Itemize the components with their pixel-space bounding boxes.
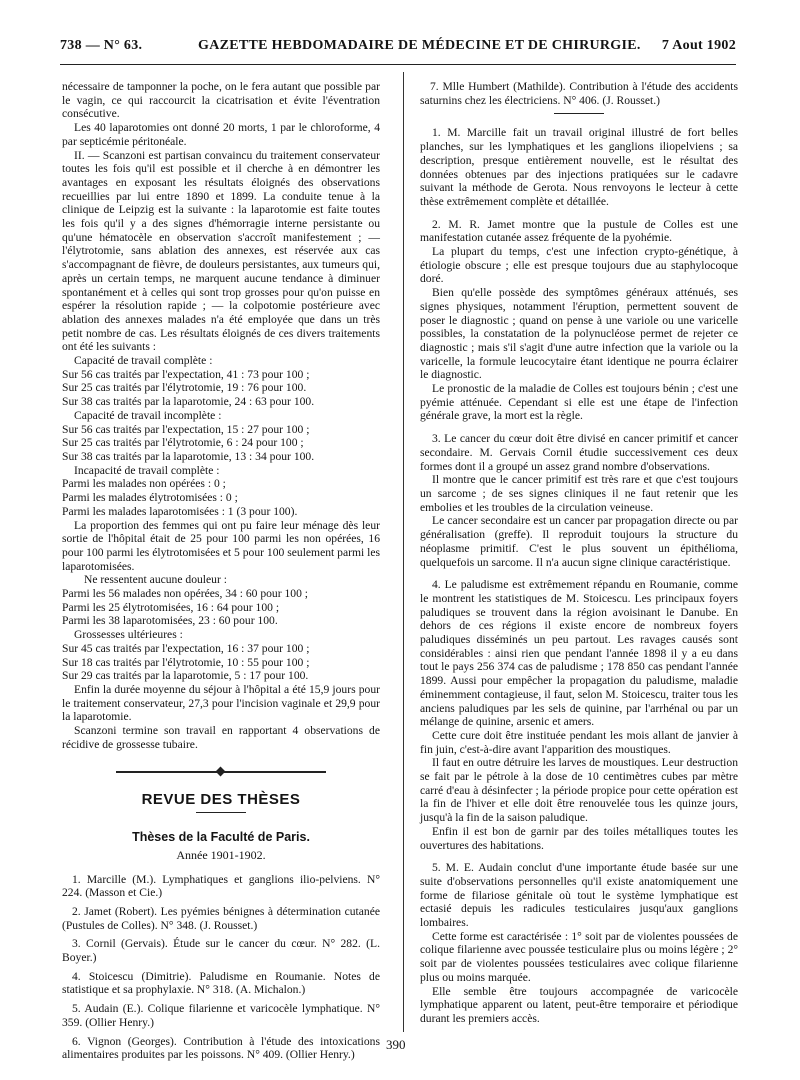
- stat-line: Parmi les 56 malades non opérées, 34 : 60 pour 100 ;: [62, 587, 308, 601]
- subsection-title: Thèses de la Faculté de Paris.: [132, 830, 310, 845]
- paragraph: Enfin la durée moyenne du séjour à l'hôpital a été 15,9 jours pour le traitement conservateur, 27,3 pour l'incision vaginale et 29,9 pour la laparotomie.: [62, 682, 380, 724]
- stat-line: Sur 25 cas traités par l'élytrotomie, 6 : 24 pour 100 ;: [62, 436, 304, 450]
- review-paragraph: Le cancer secondaire est un cancer par propagation directe ou par généralisation (greffe). Il reproduit toujours la structure du néoplasme primitif. C'est le plus souvent un épithélioma, quelquefois un sarcome. Il n'a aucun signe clinique caractéristique.: [420, 514, 738, 569]
- stat-line: Parmi les 25 élytrotomisées, 16 : 64 pour 100 ;: [62, 600, 280, 614]
- stat-heading: Incapacité de travail complète :: [74, 463, 220, 477]
- review-paragraph: Il montre que le cancer primitif est très rare et que c'est toujours un sarcome ; de ses signes cliniques il ne faut retenir que les embolies et les troubles de la circulation veineuse.: [420, 473, 738, 514]
- section-title: REVUE DES THÈSES: [141, 791, 301, 809]
- thesis-entry: 4. Stoicescu (Dimitrie). Paludisme en Roumanie. Notes de statistique et sa prophylaxie. N° 318. (A. Michalon.): [62, 969, 380, 997]
- stat-line: Parmi les malades laparotomisées : 1 (3 pour 100).: [62, 504, 298, 518]
- right-column: [420, 80, 738, 1026]
- academic-year: Année 1901-1902.: [176, 847, 266, 862]
- thesis-entry: 1. Marcille (M.). Lymphatiques et ganglions ilio-pelviens. N° 224. (Masson et Cie.): [62, 872, 380, 900]
- thesis-entry: 5. Audain (E.). Colique filarienne et varicocèle lymphatique. N° 359. (Ollier Henry.): [62, 1002, 380, 1029]
- section-rule: [196, 812, 246, 813]
- review-paragraph: 4. Le paludisme est extrêmement répandu en Roumanie, comme le montrent les statistiques de M. Stoicescu. Les principaux foyers paludiques se trouvent dans la région avoisinant le Danube. En dehors de ces régions il existe encore de nombreux foyers paludiques disséminés un peu partout. Les ravages causés sont considérables : ainsi rien que pendant l'année 1898 il y a eu dans tout le pays 256 374 cas de paludisme ; 178 850 cas pendant l'année 1899. Aussi pour empêcher la propagation du paludisme, maladie éminemment contagieuse, il faut, selon M. Stoicescu, traiter tous les anciens paludiques par les sels de quinine, par l'arrhénal ou par un mélange de quinine, arsenic et amers.: [420, 578, 738, 729]
- page-footer-number: 390: [386, 1037, 406, 1052]
- stat-heading: Ne ressentent aucune douleur :: [84, 573, 227, 587]
- entries-rule: [554, 113, 604, 114]
- thesis-entry: 7. Mlle Humbert (Mathilde). Contribution à l'étude des accidents saturnins chez les électriciens. N° 406. (J. Rousset.): [420, 80, 738, 107]
- paragraph: La proportion des femmes qui ont pu faire leur ménage dès leur sortie de l'hôpital était de 25 pour 100 parmi les non opérées, 16 pour 100 parmi les élytrotomisées et 5 pour 100 seulement parmi les laparotomisées.: [62, 518, 380, 573]
- header-journal-title: GAZETTE HEBDOMADAIRE DE MÉDECINE ET DE CHIRURGIE.: [198, 38, 641, 53]
- diamond-ornament-icon: [216, 767, 226, 777]
- review-paragraph: Cette cure doit être instituée pendant les mois allant de janvier à fin juin, c'est-à-dire avant l'apparition des moustiques.: [420, 728, 738, 756]
- left-column: [62, 80, 380, 1067]
- paragraph: Scanzoni termine son travail en rapportant 4 observations de récidive de grossesse tubaire.: [62, 724, 380, 751]
- review-paragraph: Bien qu'elle possède des symptômes généraux atténués, ses signes physiques, notamment l'éruption, permettent souvent de poser le diagnostic ; quand on pense à une variole ou une varicelle possibles, la constatation de la polynucléose permet de rejeter ce diagnostic ; mais s'il s'agit d'une autre infection que la variole ou la varicelle, la formule leucocytaire étant identique ne pourra éclairer le diagnostic.: [420, 286, 738, 382]
- stat-line: Sur 45 cas traités par l'expectation, 16 : 37 pour 100 ;: [62, 641, 310, 655]
- stat-line: Sur 18 cas traités par l'élytrotomie, 10 : 55 pour 100 ;: [62, 655, 310, 669]
- stat-line: Sur 38 cas traités par la laparotomie, 13 : 34 pour 100.: [62, 449, 315, 463]
- ornamental-separator: [116, 767, 326, 777]
- review-paragraph: 3. Le cancer du cœur doit être divisé en cancer primitif et cancer secondaire. M. Gervais Cornil étudie successivement ces deux formes dont il a groupé un assez grand nombre d'observations.: [420, 432, 738, 473]
- review-paragraph: Il faut en outre détruire les larves de moustiques. Leur destruction se fait par le pétrole à la dose de 10 centimètres cubes par mètre carré d'eau à désinfecter ; la période propice pour cette opération est la fin de l'hiver et elle doit être renouvelée tous les quinze jours, jusqu'à la fin de la saison paludique.: [420, 756, 738, 825]
- review-paragraph: 1. M. Marcille fait un travail original illustré de fort belles planches, sur les lymphatiques et les ganglions iliopelviens ; sa description, presque entièrement nouvelle, est le résultat des données obtenues par des injections pratiquées sur le cadavre suivant la méthode de Gerota. Nous renvoyons le lecteur à cette thèse extrêmement complète et détaillée.: [420, 126, 738, 208]
- stat-line: Parmi les malades élytrotomisées : 0 ;: [62, 491, 238, 505]
- stat-line: Sur 29 cas traités par la laparotomie, 5 : 17 pour 100.: [62, 669, 309, 683]
- stat-line: Sur 56 cas traités par l'expectation, 41 : 73 pour 100 ;: [62, 367, 310, 381]
- stat-line: Sur 38 cas traités par la laparotomie, 24 : 63 pour 100.: [62, 395, 315, 409]
- review-paragraph: 5. M. E. Audain conclut d'une importante étude basée sur une suite d'observations personnelles qu'il existe anatomiquement une forme de filariose génitale où tout le système lymphatique est ectasié depuis les radicules testiculaires jusqu'aux ganglions lombaires.: [420, 861, 738, 930]
- thesis-entry: 2. Jamet (Robert). Les pyémies bénignes à détermination cutanée (Pustules de Colles). N° 348. (J. Rousset.): [62, 904, 380, 932]
- stat-line: Sur 25 cas traités par l'élytrotomie, 19 : 76 pour 100.: [62, 381, 307, 395]
- thesis-entry: 3. Cornil (Gervais). Étude sur le cancer du cœur. N° 282. (L. Boyer.): [62, 937, 380, 965]
- running-header: [60, 38, 736, 60]
- review-paragraph: Enfin il est bon de garnir par des toiles métalliques toutes les ouvertures des habitations.: [420, 824, 738, 852]
- review-paragraph: Le pronostic de la maladie de Colles est toujours bénin ; c'est une pyémie atténuée. Cependant si elle est une étape de l'infection générale grave, la mort est la règle.: [420, 382, 738, 423]
- stat-line: Parmi les malades non opérées : 0 ;: [62, 477, 226, 491]
- stat-heading: Capacité de travail complète :: [74, 354, 213, 368]
- stat-heading: Grossesses ultérieures :: [74, 628, 183, 642]
- paragraph: Les 40 laparotomies ont donné 20 morts, 1 par le chloroforme, 4 par septicémie péritonéale.: [62, 121, 380, 148]
- stat-line: Parmi les 38 laparotomisées, 23 : 60 pour 100.: [62, 614, 278, 628]
- thesis-entry: 6. Vignon (Georges). Contribution à l'étude des intoxications alimentaires produites par les poissons. N° 409. (Ollier Henry.): [62, 1034, 380, 1062]
- review-paragraph: 2. M. R. Jamet montre que la pustule de Colles est une manifestation cutanée assez fréquente de la pyohémie.: [420, 217, 738, 245]
- header-page-number: 738 — N° 63.: [60, 38, 143, 53]
- header-rule: [60, 64, 736, 65]
- paragraph: II. — Scanzoni est partisan convaincu du traitement conservateur toutes les fois qu'il est possible et il cherche à en démontrer les avantages en exposant les résultats éloignés des observations recueillies par lui entre 1890 et 1899. La conduite tenue à la clinique de Leipzig est la suivante : la laparotomie est faite toutes les fois qu'il y a des signes d'hémorragie interne persistante ou qu'une hématocèle en observation s'accroît manifestement ; — l'élytrotomie, sans ablation des annexes, est réservée aux cas s'accompagnant de fièvre, de douleurs persistantes, aux tumeurs qui, après un certain temps, ne marquent aucune tendance à diminuer spontanément et à celles qui sont trop grosses pour qu'on puisse en espérer la résolution rapide ; — la colpotomie postérieure avec ablation des annexes malades n'a été employée que dans un très petit nombre de cas. Les résultats éloignés de ces divers traitements ont été les suivants :: [62, 148, 380, 354]
- review-paragraph: Elle semble être toujours accompagnée de varicocèle lymphatique apparent ou latent, peut-être temporaire et périodique durant les premiers accès.: [420, 984, 738, 1025]
- review-paragraph: La plupart du temps, c'est une infection crypto-génétique, à étiologie obscure ; elle est presque toujours due au staphylocoque doré.: [420, 245, 738, 286]
- paragraph: nécessaire de tamponner la poche, on le fera autant que possible par le vagin, ce qui raccourcit la cicatrisation et évite l'éventration consécutive.: [62, 80, 380, 121]
- stat-heading: Capacité de travail incomplète :: [74, 408, 222, 422]
- review-paragraph: Cette forme est caractérisée : 1° soit par de violentes poussées de colique filarienne avec poussée testiculaire plus ou moins légère ; 2° soit par de violentes poussées testiculaires avec colique filarienne plus ou moins marquée.: [420, 929, 738, 984]
- column-divider: [403, 72, 404, 1032]
- stat-line: Sur 56 cas traités par l'expectation, 15 : 27 pour 100 ;: [62, 422, 310, 436]
- header-date: 7 Aout 1902: [661, 38, 736, 53]
